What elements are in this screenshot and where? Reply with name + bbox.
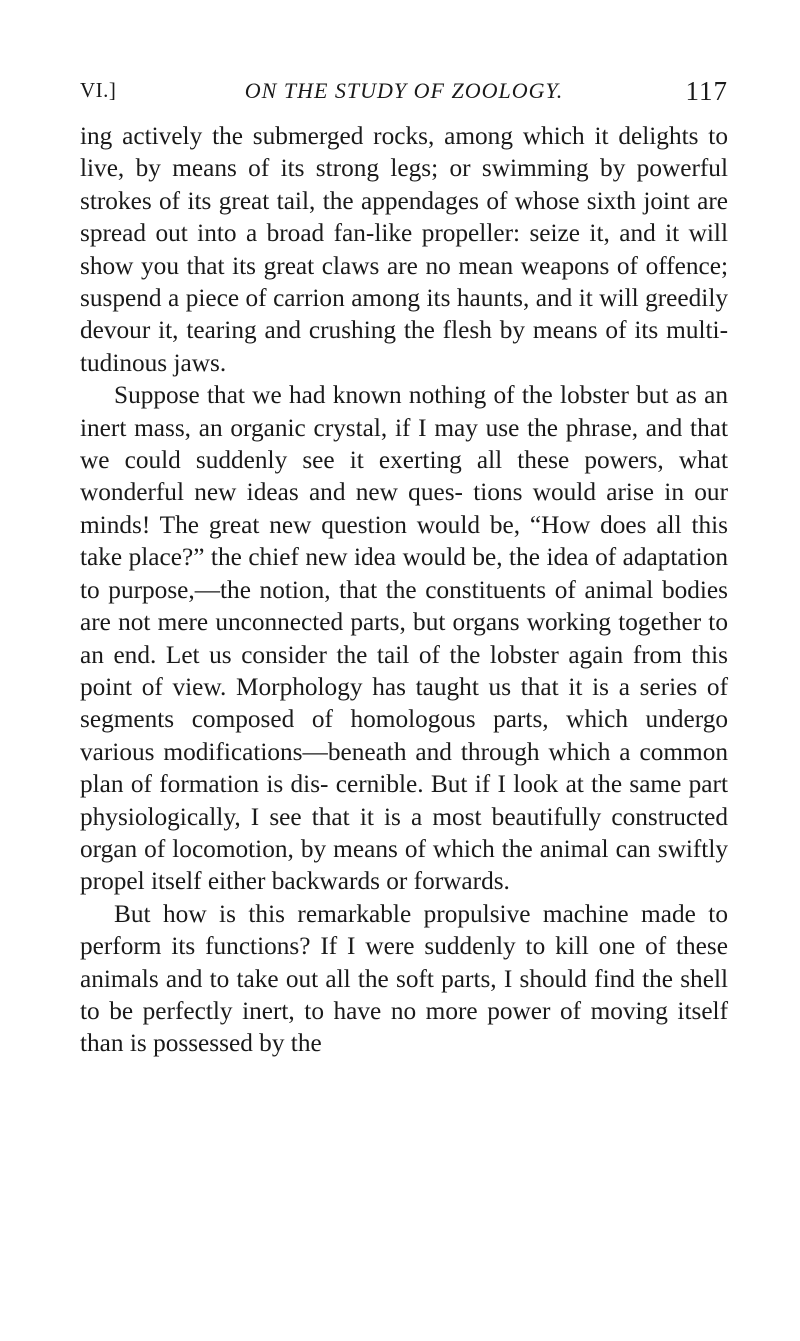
paragraph: Suppose that we had known nothing of the lobster but as an inert mass, an organic crystal, if I may use the phrase, and that we could suddenly see it exerting all these powers, what wonderful new ideas and new ques- tions would arise in our minds! The great new question would be, “How does all this take place?” the chief new idea would be, the idea of adaptation to purpose,—the notion, that the constituents of animal bodies are not mere unconnected parts, but organs working together to an end. Let us consider the tail of the lobster again from this point of view. Morphology has taught us that it is a series of segments composed of homologous parts, which undergo various modifications—beneath and through which a common plan of formation is dis- cernible. But if I look at the same part physiologically, I see that it is a most beautifully constructed organ of locomotion, by means of which the animal can swiftly propel itself either backwards or forwards. (80, 381, 728, 896)
paragraph: But how is this remarkable propulsive machine made to perform its functions? If I were suddenly to kill one of these animals and to take out all the soft parts, I should find the shell to be perfectly inert, to have no more power of moving itself than is possessed by the (80, 899, 728, 1058)
book-page (80, 68, 728, 1060)
page-number: 117 (685, 76, 728, 106)
body-text (80, 120, 728, 1060)
running-title: ON THE STUDY OF ZOOLOGY. (244, 78, 564, 103)
running-head (80, 68, 728, 112)
paragraph-continuation: ing actively the submerged rocks, among which it delights to live, by means of its strong legs; or swimming by powerful strokes of its great tail, the appendages of whose sixth joint are spread out into a broad fan-like propeller: seize it, and it will show you that its great claws are no mean weapons of offence; suspend a piece of carrion among its haunts, and it will greedily devour it, tearing and crushing the flesh by means of its multi- tudinous jaws. (80, 122, 728, 377)
section-number: VI.] (80, 78, 117, 102)
